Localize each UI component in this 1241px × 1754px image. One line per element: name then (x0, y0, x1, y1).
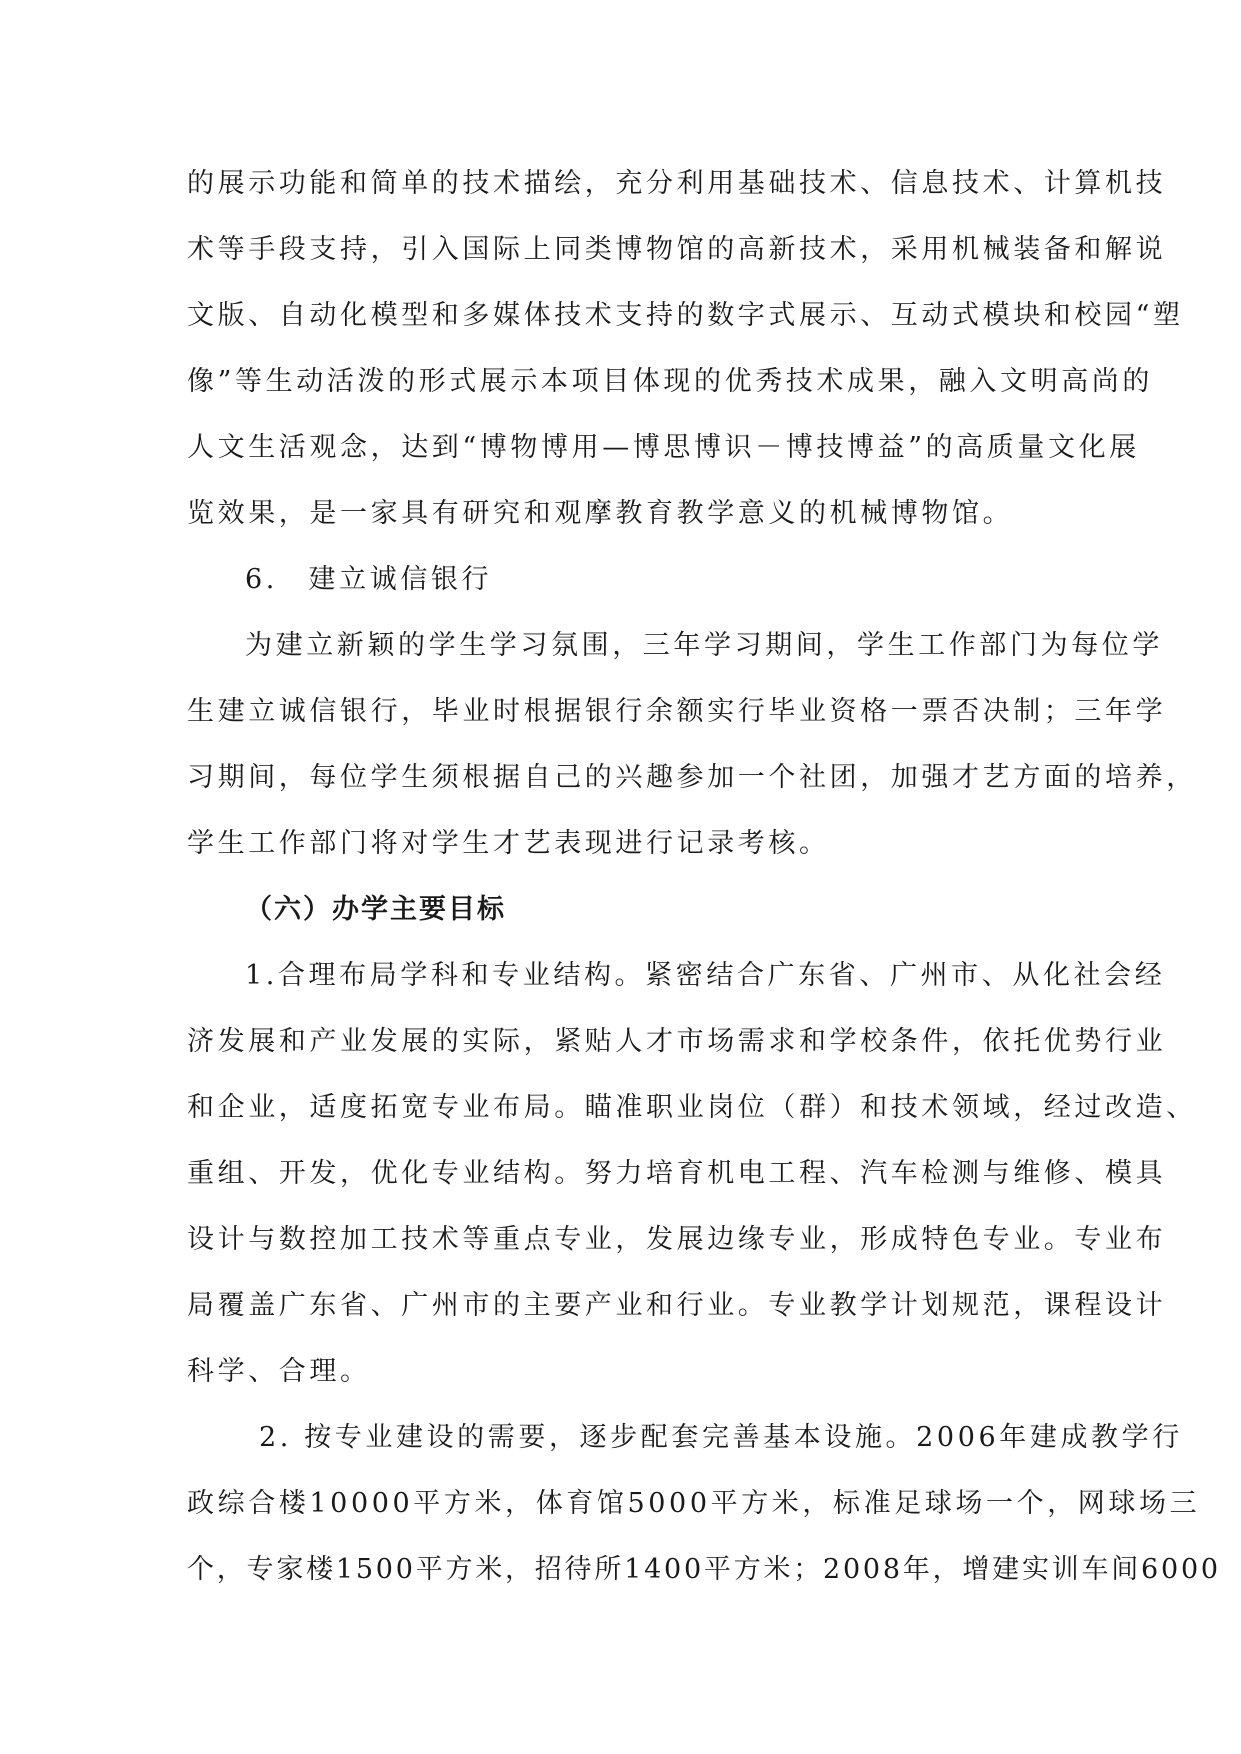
paragraph-line: 设计与数控加工技术等重点专业，发展边缘专业，形成特色专业。专业布 (187, 1224, 1167, 1255)
paragraph-line: 济发展和产业发展的实际，紧贴人才市场需求和学校条件，依托优势行业 (187, 1026, 1167, 1057)
paragraph-line: 政综合楼10000平方米，体育馆5000平方米，标准足球场一个，网球场三 (187, 1488, 1201, 1519)
paragraph-line: 文版、自动化模型和多媒体技术支持的数字式展示、互动式模块和校园“塑 (187, 300, 1184, 331)
paragraph-line: 学生工作部门将对学生才艺表现进行记录考核。 (187, 828, 830, 859)
paragraph-line: 科学、合理。 (187, 1356, 371, 1387)
subsection-title: 6. 建立诚信银行 (245, 564, 493, 595)
paragraph-line: 个，专家楼1500平方米，招待所1400平方米；2008年，增建实训车间6000 (187, 1554, 1221, 1585)
section-heading: （六）办学主要目标 (245, 894, 506, 925)
paragraph-line: 和企业，适度拓宽专业布局。瞄准职业岗位（群）和技术领域，经过改造、 (187, 1092, 1197, 1123)
paragraph-line: 2. 按专业建设的需要，逐步配套完善基本设施。2006年建成教学行 (259, 1422, 1183, 1453)
paragraph-line: 生建立诚信银行，毕业时根据银行余额实行毕业资格一票否决制；三年学 (187, 696, 1167, 727)
paragraph-line: 为建立新颖的学生学习氛围，三年学习期间，学生工作部门为每位学 (245, 630, 1163, 661)
paragraph-line: 术等手段支持，引入国际上同类博物馆的高新技术，采用机械装备和解说 (187, 234, 1167, 265)
paragraph-line: 局覆盖广东省、广州市的主要产业和行业。专业教学计划规范，课程设计 (187, 1290, 1167, 1321)
paragraph-line: 人文生活观念，达到“博物博用—博思博识－博技博益”的高质量文化展 (187, 432, 1140, 463)
paragraph-line: 像”等生动活泼的形式展示本项目体现的优秀技术成果，融入文明高尚的 (187, 366, 1154, 397)
paragraph-line: 习期间，每位学生须根据自己的兴趣参加一个社团，加强才艺方面的培养， (187, 762, 1197, 793)
paragraph-line: 重组、开发，优化专业结构。努力培育机电工程、汽车检测与维修、模具 (187, 1158, 1167, 1189)
paragraph-line: 的展示功能和简单的技术描绘，充分利用基础技术、信息技术、计算机技 (187, 168, 1167, 199)
paragraph-line: 览效果，是一家具有研究和观摩教育教学意义的机械博物馆。 (187, 498, 1014, 529)
paragraph-line: 1.合理布局学科和专业结构。紧密结合广东省、广州市、从化社会经 (245, 960, 1166, 991)
